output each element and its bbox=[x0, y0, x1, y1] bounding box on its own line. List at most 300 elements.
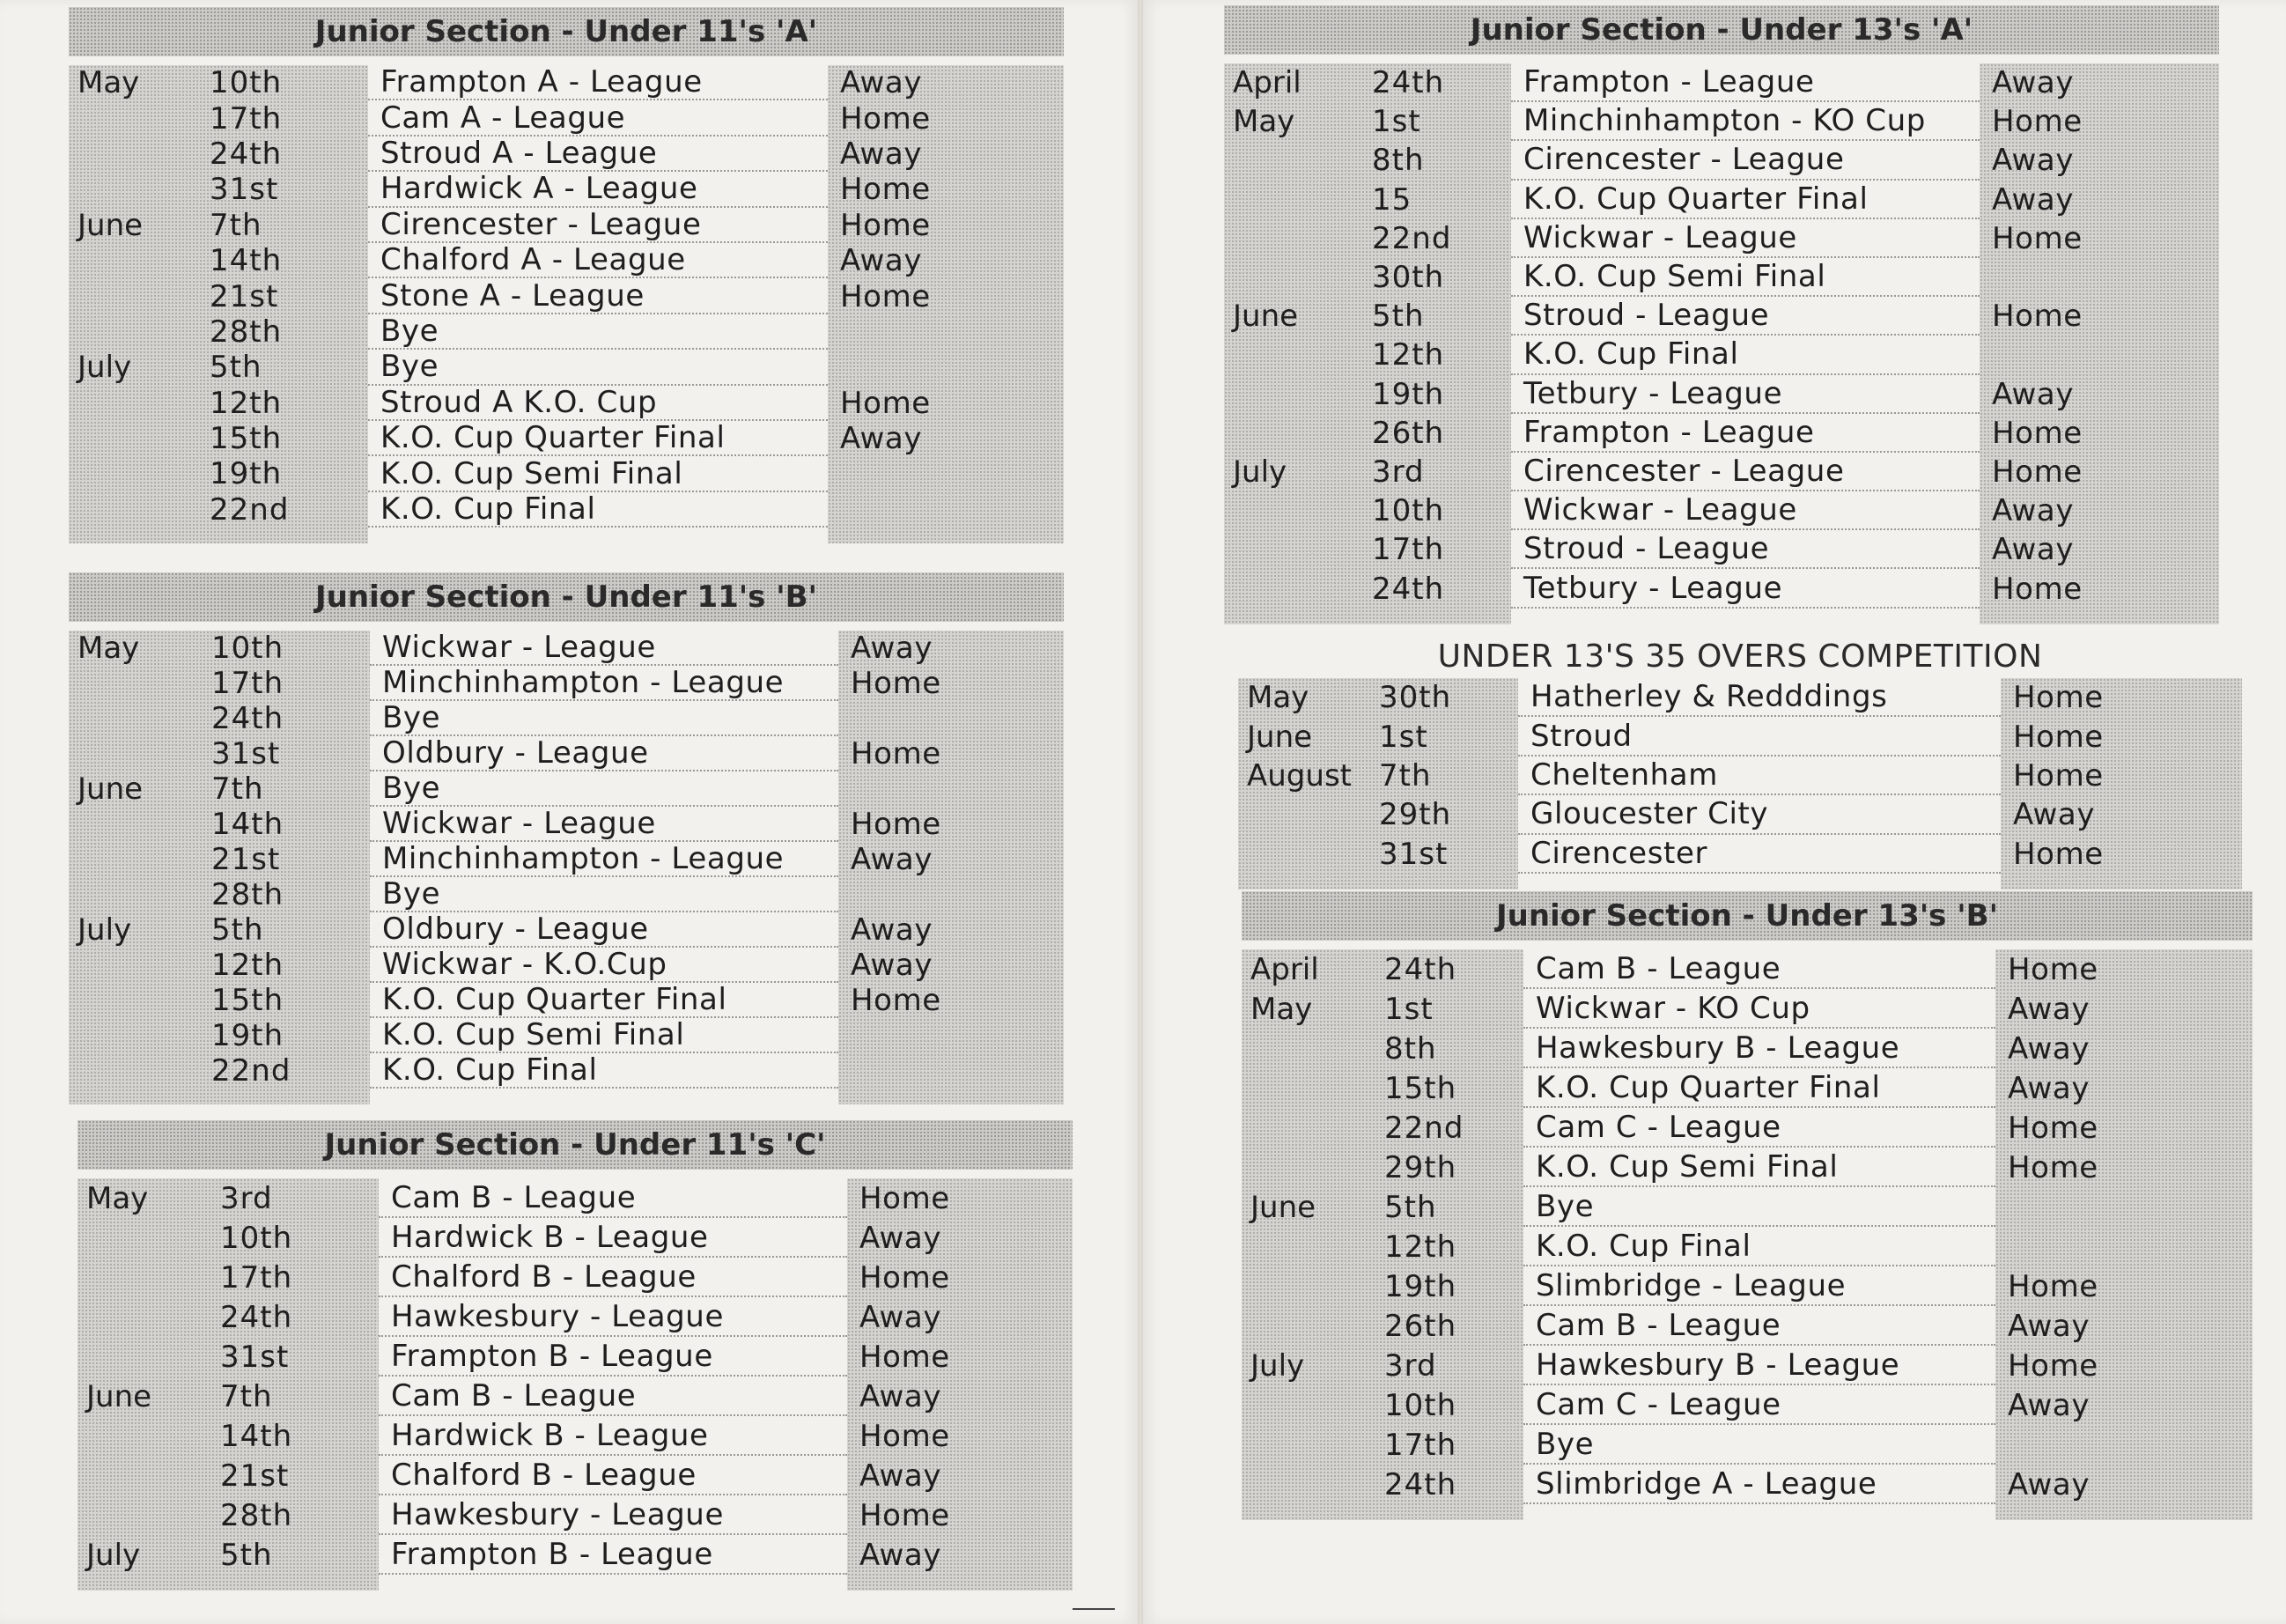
fixture-row bbox=[69, 243, 1064, 278]
fixture-row bbox=[69, 492, 1064, 528]
fixture-name: Hawkesbury - League bbox=[379, 1495, 847, 1535]
fixture-venue: Home bbox=[2008, 1149, 2098, 1185]
fixture-day: 12th bbox=[1384, 1229, 1457, 1265]
fixture-venue: Home bbox=[840, 207, 931, 243]
fixture-row bbox=[1242, 1068, 2253, 1108]
fixture-name: Cam B - League bbox=[379, 1178, 847, 1218]
fixture-name: K.O. Cup Quarter Final bbox=[1511, 181, 1980, 219]
left-page bbox=[0, 0, 1138, 1624]
fixture-day: 19th bbox=[210, 456, 283, 492]
fixture-name: K.O. Cup Semi Final bbox=[370, 1018, 838, 1053]
fixture-venue: Away bbox=[859, 1220, 942, 1256]
fixture-name: Frampton B - League bbox=[379, 1337, 847, 1377]
fixture-row bbox=[69, 421, 1064, 456]
fixture-row bbox=[69, 912, 1064, 948]
section-title: Junior Section - Under 11's 'A' bbox=[69, 7, 1064, 56]
fixture-day: 1st bbox=[1379, 719, 1428, 755]
fixture-day: 22nd bbox=[211, 1053, 291, 1089]
fixture-day: 17th bbox=[210, 100, 283, 137]
fixture-venue: Home bbox=[1992, 104, 2083, 140]
fixture-row bbox=[1242, 1306, 2253, 1346]
fixture-row bbox=[1224, 569, 2219, 608]
fixture-day: 5th bbox=[211, 912, 264, 948]
fixture-name: Chalford B - League bbox=[379, 1456, 847, 1495]
fixture-row bbox=[69, 65, 1064, 100]
fixture-name: Bye bbox=[1523, 1187, 1995, 1227]
fixture-row bbox=[1224, 336, 2219, 374]
fixture-venue: Away bbox=[840, 65, 923, 101]
fixture-venue: Home bbox=[859, 1418, 950, 1454]
fixture-venue: Home bbox=[1992, 571, 2083, 607]
fixture-name: Bye bbox=[370, 701, 838, 736]
fixture-day: 5th bbox=[210, 350, 262, 386]
fixture-name: Cam B - League bbox=[379, 1377, 847, 1416]
fixture-row bbox=[77, 1377, 1073, 1416]
fixture-row bbox=[1242, 1187, 2253, 1227]
fixture-row bbox=[1242, 949, 2253, 989]
fixture-month: April bbox=[1250, 951, 1319, 987]
fixture-row bbox=[1224, 491, 2219, 530]
fixture-name: Bye bbox=[370, 771, 838, 807]
fixture-name: Bye bbox=[1523, 1425, 1995, 1465]
fixture-day: 15th bbox=[1384, 1070, 1457, 1106]
fixture-month: July bbox=[86, 1537, 141, 1573]
fixture-name: Hardwick B - League bbox=[379, 1416, 847, 1456]
fixture-venue: Home bbox=[840, 100, 931, 137]
fixture-venue: Away bbox=[2008, 1308, 2091, 1344]
fixture-venue: Away bbox=[851, 842, 933, 877]
fixture-row bbox=[1224, 63, 2219, 102]
fixture-name: K.O. Cup Final bbox=[1511, 336, 1980, 374]
section-under-13-35-overs bbox=[1238, 636, 2242, 890]
fixture-day: 3rd bbox=[1384, 1347, 1437, 1384]
fixture-name: Frampton A - League bbox=[368, 65, 828, 100]
fixture-name: Cirencester - League bbox=[1511, 453, 1980, 491]
fixture-row bbox=[69, 278, 1064, 314]
fixture-day: 12th bbox=[1372, 337, 1445, 373]
fixture-venue: Home bbox=[840, 385, 931, 421]
section-under-13-b bbox=[1242, 891, 2253, 1520]
fixture-name: Hawkesbury B - League bbox=[1523, 1029, 1995, 1068]
fixture-venue: Home bbox=[1992, 299, 2083, 335]
fixture-name: Stone A - League bbox=[368, 278, 828, 314]
fixture-venue: Away bbox=[859, 1378, 942, 1414]
fixture-day: 24th bbox=[1372, 65, 1445, 101]
fixture-day: 29th bbox=[1379, 797, 1452, 833]
fixture-row bbox=[69, 877, 1064, 912]
fixture-venue: Home bbox=[2013, 680, 2104, 716]
fixture-day: 10th bbox=[1384, 1387, 1457, 1423]
fixture-day: 12th bbox=[211, 948, 284, 983]
fixture-venue: Away bbox=[2008, 991, 2091, 1027]
fixture-name: Stroud - League bbox=[1511, 297, 1980, 336]
fixture-name: Hardwick A - League bbox=[368, 172, 828, 207]
fixture-day: 10th bbox=[220, 1220, 293, 1256]
fixture-name: Cam B - League bbox=[1523, 949, 1995, 989]
fixture-venue: Away bbox=[1992, 143, 2075, 179]
fixture-venue: Home bbox=[2013, 836, 2104, 872]
section-under-11-a bbox=[69, 7, 1064, 543]
fixture-row bbox=[1242, 1227, 2253, 1266]
fixture-row bbox=[1242, 989, 2253, 1029]
fixture-row bbox=[1242, 1148, 2253, 1187]
fixture-month: July bbox=[1250, 1347, 1305, 1384]
section-title: Junior Section - Under 11's 'C' bbox=[77, 1120, 1073, 1170]
fixture-venue: Home bbox=[2008, 951, 2098, 987]
fixture-row bbox=[77, 1218, 1073, 1258]
fixture-row bbox=[1224, 375, 2219, 414]
fixture-venue: Home bbox=[859, 1339, 950, 1375]
fixture-day: 22nd bbox=[210, 491, 290, 528]
fixture-day: 21st bbox=[220, 1458, 290, 1494]
fixture-venue: Home bbox=[859, 1180, 950, 1216]
fixture-day: 10th bbox=[210, 65, 283, 101]
fixture-row bbox=[69, 456, 1064, 491]
fixture-name: Tetbury - League bbox=[1511, 375, 1980, 414]
fixture-venue: Away bbox=[851, 948, 933, 983]
fixture-row bbox=[69, 314, 1064, 350]
fixture-day: 30th bbox=[1372, 260, 1445, 296]
fixture-name: Frampton - League bbox=[1511, 414, 1980, 453]
fixture-row bbox=[1242, 1385, 2253, 1425]
fixture-day: 22nd bbox=[1372, 220, 1452, 256]
fixture-month: May bbox=[1250, 991, 1313, 1027]
fixture-row bbox=[1242, 1425, 2253, 1465]
fixture-day: 7th bbox=[1379, 757, 1432, 794]
fixture-day: 28th bbox=[210, 314, 283, 350]
fixture-day: 1st bbox=[1384, 991, 1434, 1027]
fixture-name: K.O. Cup Quarter Final bbox=[1523, 1068, 1995, 1108]
fixture-venue: Away bbox=[851, 912, 933, 948]
fixture-name: Slimbridge - League bbox=[1523, 1266, 1995, 1306]
fixture-venue: Home bbox=[2008, 1110, 2098, 1146]
section-title: UNDER 13'S 35 OVERS COMPETITION bbox=[1238, 636, 2242, 678]
fixture-name: Bye bbox=[370, 877, 838, 912]
fixture-row bbox=[1224, 453, 2219, 491]
fixture-row bbox=[1242, 1108, 2253, 1148]
fixture-name: Bye bbox=[368, 314, 828, 350]
fixture-month: June bbox=[86, 1378, 152, 1414]
fixture-day: 15 bbox=[1372, 181, 1412, 218]
fixture-name: K.O. Cup Semi Final bbox=[368, 456, 828, 491]
fixture-month: June bbox=[1233, 299, 1299, 335]
fixture-row bbox=[69, 666, 1064, 701]
fixture-month: June bbox=[1247, 719, 1313, 755]
fixture-venue: Home bbox=[2008, 1347, 2098, 1384]
fixture-name: Oldbury - League bbox=[370, 912, 838, 948]
fixture-venue: Home bbox=[851, 736, 941, 771]
fixture-row bbox=[77, 1416, 1073, 1456]
fixture-row bbox=[1242, 1346, 2253, 1385]
fixture-name: Chalford A - League bbox=[368, 243, 828, 278]
fixture-row bbox=[77, 1337, 1073, 1377]
fixture-row bbox=[1224, 181, 2219, 219]
fixture-row bbox=[69, 983, 1064, 1018]
fixture-row bbox=[1238, 717, 2242, 756]
fixture-row bbox=[69, 701, 1064, 736]
fixture-month: July bbox=[1233, 454, 1287, 490]
fixture-name: Oldbury - League bbox=[370, 736, 838, 771]
fixture-month: May bbox=[77, 631, 140, 666]
fixture-day: 24th bbox=[210, 136, 283, 172]
fixture-venue: Home bbox=[851, 807, 941, 842]
fixture-day: 5th bbox=[220, 1537, 273, 1573]
fixture-day: 24th bbox=[1372, 571, 1445, 607]
fixture-name: K.O. Cup Quarter Final bbox=[370, 983, 838, 1018]
fixture-day: 24th bbox=[1384, 951, 1457, 987]
fixture-venue: Home bbox=[851, 983, 941, 1018]
fixture-name: K.O. Cup Semi Final bbox=[1511, 258, 1980, 297]
fixture-name: Cheltenham bbox=[1518, 757, 2001, 795]
fixture-row bbox=[77, 1297, 1073, 1337]
fixture-month: April bbox=[1233, 65, 1302, 101]
fixture-name: Minchinhampton - KO Cup bbox=[1511, 102, 1980, 141]
fixture-name: K.O. Cup Final bbox=[370, 1053, 838, 1089]
fixture-name: Minchinhampton - League bbox=[370, 666, 838, 701]
fixture-day: 14th bbox=[210, 243, 283, 279]
fixture-row bbox=[69, 172, 1064, 207]
fixture-day: 15th bbox=[211, 983, 284, 1018]
fixture-month: May bbox=[1233, 104, 1295, 140]
fixture-row bbox=[1224, 297, 2219, 336]
fixture-day: 19th bbox=[211, 1018, 284, 1053]
fixture-day: 31st bbox=[220, 1339, 290, 1375]
fixture-day: 28th bbox=[220, 1497, 293, 1533]
fixture-name: Cirencester - League bbox=[1511, 141, 1980, 180]
fixture-row bbox=[1224, 141, 2219, 180]
fixtures-list bbox=[69, 65, 1064, 543]
fixture-month: May bbox=[77, 65, 140, 101]
fixture-day: 14th bbox=[211, 807, 284, 842]
fixture-row bbox=[1224, 102, 2219, 141]
fixture-name: Stroud A K.O. Cup bbox=[368, 386, 828, 421]
fixture-day: 22nd bbox=[1384, 1110, 1464, 1146]
fixture-venue: Away bbox=[1992, 493, 2075, 529]
fixture-name: Wickwar - League bbox=[370, 807, 838, 842]
fixture-row bbox=[77, 1178, 1073, 1218]
fixture-venue: Away bbox=[851, 631, 933, 666]
page-rule-mark bbox=[1073, 1608, 1115, 1610]
fixture-venue: Home bbox=[1992, 415, 2083, 451]
fixture-row bbox=[1224, 530, 2219, 569]
section-title: Junior Section - Under 13's 'B' bbox=[1242, 891, 2253, 941]
fixture-day: 7th bbox=[210, 207, 262, 243]
fixture-day: 10th bbox=[211, 631, 284, 666]
fixture-venue: Home bbox=[2013, 757, 2104, 794]
fixture-name: Cam B - League bbox=[1523, 1306, 1995, 1346]
fixture-day: 12th bbox=[210, 385, 283, 421]
fixture-row bbox=[69, 736, 1064, 771]
fixture-day: 29th bbox=[1384, 1149, 1457, 1185]
fixture-row bbox=[77, 1495, 1073, 1535]
fixture-day: 10th bbox=[1372, 493, 1445, 529]
fixture-day: 8th bbox=[1384, 1030, 1437, 1067]
fixture-venue: Away bbox=[840, 136, 923, 172]
fixture-venue: Home bbox=[851, 666, 941, 701]
right-page bbox=[1143, 0, 2286, 1624]
fixture-name: Wickwar - League bbox=[370, 631, 838, 666]
fixture-day: 24th bbox=[1384, 1466, 1457, 1502]
fixture-name: K.O. Cup Quarter Final bbox=[368, 421, 828, 456]
fixture-day: 8th bbox=[1372, 143, 1425, 179]
fixture-name: Cam C - League bbox=[1523, 1108, 1995, 1148]
fixture-row bbox=[69, 807, 1064, 842]
fixture-row bbox=[69, 1018, 1064, 1053]
fixture-name: Cam C - League bbox=[1523, 1385, 1995, 1425]
fixtures-list bbox=[1242, 949, 2253, 1520]
fixture-name: Hardwick B - League bbox=[379, 1218, 847, 1258]
fixture-name: K.O. Cup Final bbox=[1523, 1227, 1995, 1266]
section-title: Junior Section - Under 11's 'B' bbox=[69, 572, 1064, 622]
fixture-name: Tetbury - League bbox=[1511, 569, 1980, 608]
fixture-row bbox=[1224, 258, 2219, 297]
fixture-venue: Away bbox=[859, 1537, 942, 1573]
fixture-venue: Home bbox=[859, 1497, 950, 1533]
fixture-month: June bbox=[1250, 1189, 1316, 1225]
fixture-month: July bbox=[77, 912, 132, 948]
fixture-row bbox=[1224, 414, 2219, 453]
fixture-name: Minchinhampton - League bbox=[370, 842, 838, 877]
fixture-row bbox=[69, 1053, 1064, 1089]
section-under-13-a bbox=[1224, 5, 2219, 624]
fixture-name: Cam A - League bbox=[368, 100, 828, 136]
fixture-name: Wickwar - League bbox=[1511, 491, 1980, 530]
fixture-day: 19th bbox=[1384, 1268, 1457, 1304]
fixture-day: 24th bbox=[220, 1299, 293, 1335]
fixture-venue: Home bbox=[1992, 220, 2083, 256]
fixtures-list bbox=[77, 1178, 1073, 1591]
fixture-name: Frampton B - League bbox=[379, 1535, 847, 1575]
fixture-venue: Away bbox=[2008, 1466, 2091, 1502]
fixture-row bbox=[1238, 757, 2242, 795]
fixture-row bbox=[1242, 1029, 2253, 1068]
fixture-day: 14th bbox=[220, 1418, 293, 1454]
fixture-row bbox=[69, 631, 1064, 666]
fixture-day: 3rd bbox=[1372, 454, 1425, 490]
fixture-name: Wickwar - K.O.Cup bbox=[370, 948, 838, 983]
fixture-name: Wickwar - KO Cup bbox=[1523, 989, 1995, 1029]
fixture-venue: Home bbox=[859, 1259, 950, 1296]
fixture-day: 21st bbox=[211, 842, 281, 877]
fixture-venue: Away bbox=[2008, 1070, 2091, 1106]
fixture-month: June bbox=[77, 771, 144, 807]
fixture-day: 3rd bbox=[220, 1180, 273, 1216]
fixtures-list bbox=[69, 631, 1064, 1104]
fixture-venue: Away bbox=[840, 421, 923, 457]
fixture-name: Chalford B - League bbox=[379, 1258, 847, 1297]
fixture-day: 15th bbox=[210, 421, 283, 457]
fixture-row bbox=[69, 842, 1064, 877]
fixture-row bbox=[69, 208, 1064, 243]
fixture-name: Cirencester - League bbox=[368, 208, 828, 243]
fixtures-list bbox=[1238, 678, 2242, 890]
section-under-11-c bbox=[77, 1120, 1073, 1591]
fixture-day: 28th bbox=[211, 877, 284, 912]
fixture-day: 7th bbox=[220, 1378, 273, 1414]
fixture-day: 19th bbox=[1372, 376, 1445, 412]
fixture-venue: Away bbox=[1992, 532, 2075, 568]
fixture-day: 31st bbox=[211, 736, 281, 771]
fixture-name: K.O. Cup Semi Final bbox=[1523, 1148, 1995, 1187]
fixture-row bbox=[1224, 219, 2219, 258]
fixture-row bbox=[69, 350, 1064, 385]
fixture-row bbox=[69, 100, 1064, 136]
fixture-name: Hatherley & Redddings bbox=[1518, 678, 2001, 717]
fixture-venue: Home bbox=[2013, 719, 2104, 755]
fixture-row bbox=[77, 1258, 1073, 1297]
fixture-day: 26th bbox=[1372, 415, 1445, 451]
fixture-venue: Away bbox=[1992, 65, 2075, 101]
fixture-day: 30th bbox=[1379, 680, 1452, 716]
fixture-venue: Away bbox=[1992, 376, 2075, 412]
fixture-name: Frampton - League bbox=[1511, 63, 1980, 102]
fixture-month: August bbox=[1247, 757, 1352, 794]
fixture-day: 17th bbox=[211, 666, 284, 701]
fixture-row bbox=[69, 771, 1064, 807]
fixture-venue: Home bbox=[840, 278, 931, 314]
fixture-name: Slimbridge A - League bbox=[1523, 1465, 1995, 1504]
fixture-venue: Home bbox=[1992, 454, 2083, 490]
fixture-venue: Away bbox=[2008, 1030, 2091, 1067]
fixture-name: Wickwar - League bbox=[1511, 219, 1980, 258]
fixture-day: 17th bbox=[1372, 532, 1445, 568]
fixture-month: June bbox=[77, 207, 144, 243]
fixture-month: July bbox=[77, 350, 132, 386]
fixture-row bbox=[1238, 795, 2242, 834]
fixture-row bbox=[1238, 678, 2242, 717]
fixture-day: 26th bbox=[1384, 1308, 1457, 1344]
fixture-name: Stroud A - League bbox=[368, 137, 828, 172]
fixture-name: Bye bbox=[368, 350, 828, 385]
fixture-venue: Away bbox=[1992, 181, 2075, 218]
fixture-month: May bbox=[86, 1180, 149, 1216]
fixture-day: 21st bbox=[210, 278, 279, 314]
fixture-venue: Home bbox=[2008, 1268, 2098, 1304]
fixture-venue: Away bbox=[840, 243, 923, 279]
fixture-name: Stroud - League bbox=[1511, 530, 1980, 569]
fixture-day: 31st bbox=[210, 172, 279, 208]
fixture-venue: Home bbox=[840, 172, 931, 208]
fixture-day: 7th bbox=[211, 771, 264, 807]
fixture-name: Cirencester bbox=[1518, 835, 2001, 874]
fixture-day: 17th bbox=[1384, 1427, 1457, 1463]
section-under-11-b bbox=[69, 572, 1064, 1104]
fixture-row bbox=[77, 1456, 1073, 1495]
fixture-month: May bbox=[1247, 680, 1309, 716]
fixture-name: Hawkesbury - League bbox=[379, 1297, 847, 1337]
fixture-name: K.O. Cup Final bbox=[368, 492, 828, 528]
fixture-day: 1st bbox=[1372, 104, 1421, 140]
fixture-day: 5th bbox=[1384, 1189, 1437, 1225]
fixture-row bbox=[1242, 1266, 2253, 1306]
fixture-venue: Away bbox=[2008, 1387, 2091, 1423]
fixture-name: Stroud bbox=[1518, 717, 2001, 756]
fixture-day: 17th bbox=[220, 1259, 293, 1296]
fixture-row bbox=[69, 137, 1064, 172]
fixture-row bbox=[69, 948, 1064, 983]
fixture-venue: Away bbox=[859, 1458, 942, 1494]
fixture-name: Gloucester City bbox=[1518, 795, 2001, 834]
fixture-row bbox=[69, 386, 1064, 421]
fixture-row bbox=[77, 1535, 1073, 1575]
fixture-venue: Away bbox=[2013, 797, 2096, 833]
fixture-name: Hawkesbury B - League bbox=[1523, 1346, 1995, 1385]
fixtures-list bbox=[1224, 63, 2219, 624]
fixture-day: 5th bbox=[1372, 299, 1425, 335]
fixture-day: 31st bbox=[1379, 836, 1449, 872]
fixture-row bbox=[1238, 835, 2242, 874]
fixture-venue: Away bbox=[859, 1299, 942, 1335]
